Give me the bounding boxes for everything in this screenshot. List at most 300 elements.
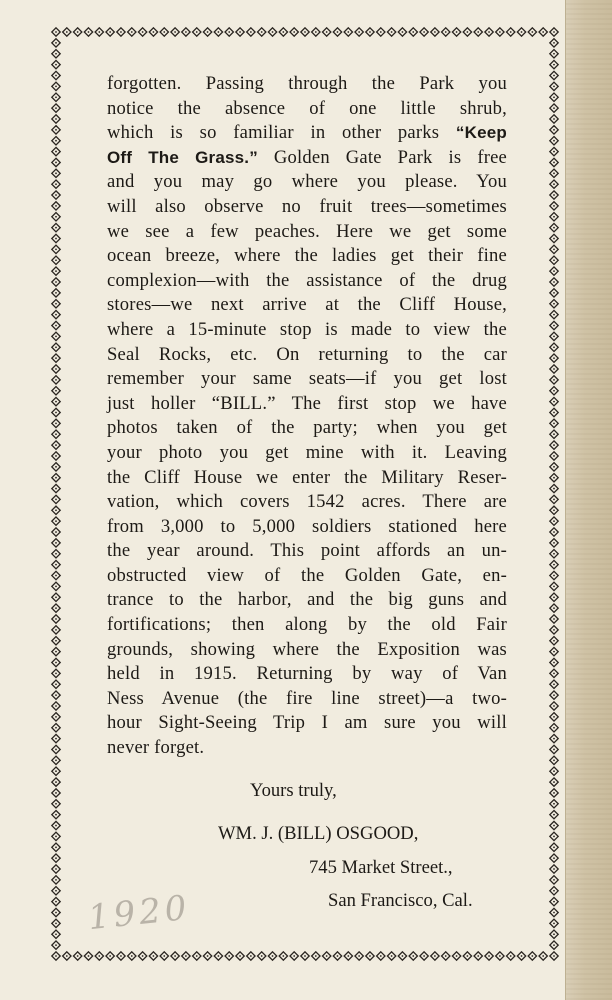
border-diamond-bottom-center (250, 955, 252, 957)
border-diamond-top-center (553, 31, 555, 33)
border-diamond-right-center (553, 846, 555, 848)
border-diamond-left-center (55, 477, 57, 479)
border-diamond-top-center (77, 31, 79, 33)
border-diamond-left-center (55, 857, 57, 859)
body-line: Ness Avenue (the fire line street)—a two- (107, 687, 507, 709)
border-diamond-left-center (55, 85, 57, 87)
border-diamond-top-center (250, 31, 252, 33)
border-diamond-bottom-center (120, 955, 122, 957)
border-diamond-left-center (55, 227, 57, 229)
border-diamond-right-center (553, 151, 555, 153)
border-diamond-right-center (553, 259, 555, 261)
border-diamond-bottom-center (55, 955, 57, 957)
border-diamond-left-center (55, 303, 57, 305)
border-diamond-right-center (553, 216, 555, 218)
border-diamond-left-center (55, 401, 57, 403)
pencil-date-note: 1920 (86, 887, 193, 939)
border-diamond-left-center (55, 183, 57, 185)
border-diamond-bottom-center (402, 955, 404, 957)
border-diamond-left-center (55, 727, 57, 729)
border-diamond-bottom-center (131, 955, 133, 957)
border-diamond-right-center (553, 205, 555, 207)
border-diamond-left-center (55, 162, 57, 164)
border-diamond-left-center (55, 412, 57, 414)
letter-body (107, 72, 507, 761)
border-diamond-right-center (553, 249, 555, 251)
border-diamond-top-center (391, 31, 393, 33)
border-diamond-left-center (55, 96, 57, 98)
border-diamond-right-center (553, 64, 555, 66)
border-diamond-left-center (55, 205, 57, 207)
border-diamond-left-center (55, 792, 57, 794)
border-diamond-left-center (55, 586, 57, 588)
border-diamond-left-center (55, 194, 57, 196)
border-diamond-right-center (553, 368, 555, 370)
border-diamond-bottom-center (207, 955, 209, 957)
border-diamond-right-center (553, 281, 555, 283)
border-diamond-bottom-center (109, 955, 111, 957)
border-diamond-right-center (553, 107, 555, 109)
border-diamond-bottom-center (304, 955, 306, 957)
border-diamond-left-center (55, 705, 57, 707)
border-diamond-bottom-center (315, 955, 317, 957)
border-diamond-left-center (55, 118, 57, 120)
border-diamond-left-center (55, 575, 57, 577)
border-diamond-top-center (521, 31, 523, 33)
border-diamond-bottom-center (174, 955, 176, 957)
border-diamond-right-center (553, 477, 555, 479)
border-diamond-right-center (553, 314, 555, 316)
body-line: ocean breeze, where the ladies get their fine (107, 245, 507, 267)
border-diamond-left-center (55, 172, 57, 174)
border-diamond-left-center (55, 151, 57, 153)
border-diamond-left-center (55, 281, 57, 283)
border-diamond-top-center (542, 31, 544, 33)
border-diamond-right-center (553, 85, 555, 87)
body-line: will also observe no fruit trees—sometimes (107, 195, 507, 217)
border-diamond-top-center (120, 31, 122, 33)
border-diamond-top-center (423, 31, 425, 33)
border-diamond-top-center (369, 31, 371, 33)
body-line: complexion—with the assistance of the drug (107, 269, 507, 291)
border-diamond-top-center (282, 31, 284, 33)
border-diamond-left-center (55, 803, 57, 805)
body-line: never forget. (107, 737, 205, 759)
border-diamond-right-center (553, 738, 555, 740)
border-diamond-left-center (55, 629, 57, 631)
body-line: the Cliff House we enter the Military Reser- (107, 466, 507, 488)
border-diamond-left-center (55, 922, 57, 924)
border-diamond-left-center (55, 368, 57, 370)
border-diamond-top-center (466, 31, 468, 33)
border-diamond-right-center (553, 325, 555, 327)
border-diamond-right-center (553, 727, 555, 729)
border-diamond-top-center (337, 31, 339, 33)
border-diamond-left-center (55, 868, 57, 870)
border-diamond-top-center (55, 31, 57, 33)
body-text: which is so familiar in other parks (107, 122, 440, 144)
border-diamond-bottom-center (423, 955, 425, 957)
border-diamond-bottom-center (477, 955, 479, 957)
body-line: your photo you get mine with it. Leaving (107, 441, 507, 463)
signer-city: San Francisco, Cal. (328, 890, 473, 911)
border-diamond-left-center (55, 738, 57, 740)
border-diamond-left-center (55, 314, 57, 316)
border-diamond-bottom-center (456, 955, 458, 957)
border-diamond-bottom-center (488, 955, 490, 957)
border-diamond-right-center (553, 629, 555, 631)
border-diamond-left-center (55, 422, 57, 424)
border-diamond-right-center (553, 749, 555, 751)
border-diamond-left-center (55, 433, 57, 435)
border-diamond-right-center (553, 607, 555, 609)
border-diamond-top-center (196, 31, 198, 33)
border-diamond-right-center (553, 542, 555, 544)
border-diamond-left-center (55, 651, 57, 653)
border-diamond-top-center (207, 31, 209, 33)
border-diamond-right-center (553, 781, 555, 783)
border-diamond-top-center (261, 31, 263, 33)
border-diamond-left-center (55, 140, 57, 142)
border-diamond-right-center (553, 162, 555, 164)
border-diamond-top-center (66, 31, 68, 33)
border-diamond-bottom-center (510, 955, 512, 957)
border-diamond-bottom-center (142, 955, 144, 957)
border-diamond-left-center (55, 292, 57, 294)
border-diamond-left-center (55, 466, 57, 468)
border-diamond-right-center (553, 488, 555, 490)
body-line: held in 1915. Returning by way of Van (107, 663, 507, 685)
border-diamond-top-center (304, 31, 306, 33)
border-diamond-right-center (553, 346, 555, 348)
border-diamond-left-center (55, 346, 57, 348)
border-diamond-left-center (55, 912, 57, 914)
body-line: and you may go where you please. You (107, 171, 507, 193)
border-diamond-top-center (499, 31, 501, 33)
border-diamond-left-center (55, 542, 57, 544)
border-diamond-right-center (553, 412, 555, 414)
border-diamond-right-center (553, 270, 555, 272)
border-diamond-left-center (55, 901, 57, 903)
border-diamond-right-center (553, 553, 555, 555)
border-diamond-top-center (402, 31, 404, 33)
border-diamond-left-center (55, 640, 57, 642)
border-diamond-left-center (55, 64, 57, 66)
border-diamond-left-center (55, 749, 57, 751)
border-diamond-bottom-center (77, 955, 79, 957)
body-line: obstructed view of the Golden Gate, en- (107, 564, 507, 586)
border-diamond-left-center (55, 444, 57, 446)
border-diamond-left-center (55, 488, 57, 490)
body-line: forgotten. Passing through the Park you (107, 73, 507, 94)
border-diamond-bottom-center (163, 955, 165, 957)
border-diamond-top-center (456, 31, 458, 33)
body-line-with-bold (107, 121, 507, 146)
border-diamond-top-center (293, 31, 295, 33)
border-diamond-left-center (55, 933, 57, 935)
border-diamond-top-center (239, 31, 241, 33)
border-diamond-right-center (553, 672, 555, 674)
border-diamond-right-center (553, 357, 555, 359)
border-diamond-right-center (553, 683, 555, 685)
body-line: photos taken of the party; when you get (107, 417, 507, 439)
border-diamond-left-center (55, 564, 57, 566)
border-diamond-right-center (553, 912, 555, 914)
border-diamond-right-center (553, 694, 555, 696)
border-diamond-bottom-center (369, 955, 371, 957)
border-diamond-bottom-center (434, 955, 436, 957)
body-line-with-bold (107, 146, 507, 171)
border-diamond-top-center (174, 31, 176, 33)
border-diamond-right-center (553, 879, 555, 881)
body-line: remember your same seats—if you get lost (107, 368, 507, 390)
border-diamond-right-center (553, 129, 555, 131)
border-diamond-right-center (553, 444, 555, 446)
border-diamond-left-center (55, 238, 57, 240)
border-diamond-right-center (553, 651, 555, 653)
body-line: vation, which covers 1542 acres. There are (107, 491, 507, 513)
border-diamond-left-center (55, 846, 57, 848)
border-diamond-bottom-center (499, 955, 501, 957)
border-diamond-left-center (55, 683, 57, 685)
border-diamond-right-center (553, 890, 555, 892)
border-diamond-top-center (153, 31, 155, 33)
border-diamond-left-center (55, 499, 57, 501)
border-diamond-right-center (553, 857, 555, 859)
border-diamond-bottom-center (553, 955, 555, 957)
border-diamond-right-center (553, 401, 555, 403)
border-diamond-right-center (553, 868, 555, 870)
border-diamond-bottom-center (466, 955, 468, 957)
border-diamond-left-center (55, 553, 57, 555)
border-diamond-right-center (553, 422, 555, 424)
border-diamond-left-center (55, 716, 57, 718)
border-diamond-left-center (55, 216, 57, 218)
border-diamond-left-center (55, 520, 57, 522)
border-diamond-top-center (347, 31, 349, 33)
border-diamond-left-center (55, 129, 57, 131)
border-diamond-top-center (98, 31, 100, 33)
border-diamond-bottom-center (217, 955, 219, 957)
border-diamond-left-center (55, 825, 57, 827)
border-diamond-top-center (412, 31, 414, 33)
border-diamond-left-center (55, 770, 57, 772)
border-diamond-bottom-center (98, 955, 100, 957)
border-diamond-bottom-center (66, 955, 68, 957)
border-diamond-left-center (55, 270, 57, 272)
border-diamond-right-center (553, 227, 555, 229)
border-diamond-left-center (55, 335, 57, 337)
border-diamond-right-center (553, 183, 555, 185)
border-diamond-right-center (553, 792, 555, 794)
border-diamond-bottom-center (326, 955, 328, 957)
border-diamond-left-center (55, 890, 57, 892)
border-diamond-right-center (553, 194, 555, 196)
border-diamond-left-center (55, 379, 57, 381)
border-diamond-right-center (553, 586, 555, 588)
border-diamond-bottom-center (445, 955, 447, 957)
border-diamond-top-center (131, 31, 133, 33)
border-diamond-right-center (553, 944, 555, 946)
border-diamond-bottom-center (542, 955, 544, 957)
body-line: grounds, showing where the Exposition was (107, 638, 507, 660)
body-line: fortifications; then along by the old Fair (107, 614, 507, 636)
border-diamond-right-center (553, 933, 555, 935)
border-diamond-top-center (477, 31, 479, 33)
border-diamond-bottom-center (358, 955, 360, 957)
border-diamond-bottom-center (228, 955, 230, 957)
border-diamond-right-center (553, 303, 555, 305)
border-diamond-left-center (55, 944, 57, 946)
border-diamond-right-center (553, 455, 555, 457)
border-diamond-right-center (553, 96, 555, 98)
border-diamond-left-center (55, 607, 57, 609)
border-diamond-left-center (55, 836, 57, 838)
border-diamond-right-center (553, 118, 555, 120)
border-diamond-top-center (531, 31, 533, 33)
body-line: just holler “BILL.” The first stop we have (107, 392, 507, 414)
body-line: we see a few peaches. Here we get some (107, 220, 507, 242)
border-diamond-top-center (272, 31, 274, 33)
border-diamond-top-center (445, 31, 447, 33)
border-diamond-top-center (142, 31, 144, 33)
border-diamond-left-center (55, 531, 57, 533)
body-line: hour Sight-Seeing Trip I am sure you will (107, 712, 507, 734)
border-diamond-left-center (55, 357, 57, 359)
border-diamond-right-center (553, 922, 555, 924)
border-diamond-right-center (553, 520, 555, 522)
border-diamond-right-center (553, 759, 555, 761)
border-diamond-right-center (553, 292, 555, 294)
border-diamond-right-center (553, 814, 555, 816)
border-diamond-left-center (55, 455, 57, 457)
signer-address: 745 Market Street., (309, 857, 453, 878)
border-diamond-right-center (553, 140, 555, 142)
border-diamond-bottom-center (391, 955, 393, 957)
border-diamond-top-center (315, 31, 317, 33)
body-line: Seal Rocks, etc. On returning to the car (107, 343, 507, 365)
signer-name: WM. J. (BILL) OSGOOD, (218, 823, 419, 844)
border-diamond-right-center (553, 803, 555, 805)
border-diamond-bottom-center (380, 955, 382, 957)
border-diamond-right-center (553, 770, 555, 772)
border-diamond-right-center (553, 531, 555, 533)
border-diamond-bottom-center (185, 955, 187, 957)
border-diamond-right-center (553, 390, 555, 392)
border-diamond-left-center (55, 759, 57, 761)
salutation: Yours truly, (250, 780, 337, 801)
border-diamond-bottom-center (239, 955, 241, 957)
border-diamond-right-center (553, 575, 555, 577)
border-diamond-top-center (185, 31, 187, 33)
body-line: where a 15-minute stop is made to view the (107, 318, 507, 340)
border-diamond-top-center (326, 31, 328, 33)
border-diamond-bottom-center (153, 955, 155, 957)
border-diamond-left-center (55, 662, 57, 664)
border-diamond-bottom-center (347, 955, 349, 957)
border-diamond-bottom-center (272, 955, 274, 957)
border-diamond-top-center (358, 31, 360, 33)
border-diamond-right-center (553, 509, 555, 511)
border-diamond-right-center (553, 716, 555, 718)
border-diamond-left-center (55, 53, 57, 55)
border-diamond-right-center (553, 433, 555, 435)
body-line: notice the absence of one little shrub, (107, 97, 507, 119)
border-diamond-right-center (553, 618, 555, 620)
border-diamond-right-center (553, 53, 555, 55)
border-diamond-right-center (553, 172, 555, 174)
border-diamond-right-center (553, 335, 555, 337)
border-diamond-top-center (163, 31, 165, 33)
body-text: Golden Gate Park is free (257, 146, 508, 168)
border-diamond-bottom-center (261, 955, 263, 957)
border-diamond-right-center (553, 75, 555, 77)
body-line: the year around. This point affords an un- (107, 540, 507, 562)
border-diamond-bottom-center (337, 955, 339, 957)
border-diamond-right-center (553, 499, 555, 501)
border-diamond-left-center (55, 672, 57, 674)
body-line: trance to the harbor, and the big guns and (107, 589, 507, 611)
border-diamond-left-center (55, 694, 57, 696)
border-diamond-right-center (553, 901, 555, 903)
border-diamond-right-center (553, 705, 555, 707)
border-diamond-top-center (109, 31, 111, 33)
border-diamond-left-center (55, 107, 57, 109)
border-diamond-right-center (553, 466, 555, 468)
border-diamond-bottom-center (282, 955, 284, 957)
border-diamond-left-center (55, 879, 57, 881)
border-diamond-top-center (434, 31, 436, 33)
border-diamond-bottom-center (88, 955, 90, 957)
border-diamond-left-center (55, 618, 57, 620)
border-diamond-left-center (55, 249, 57, 251)
border-diamond-right-center (553, 662, 555, 664)
border-diamond-left-center (55, 325, 57, 327)
border-diamond-right-center (553, 836, 555, 838)
body-line: stores—we next arrive at the Cliff House, (107, 294, 507, 316)
border-diamond-left-center (55, 781, 57, 783)
border-diamond-bottom-center (531, 955, 533, 957)
border-diamond-right-center (553, 825, 555, 827)
bold-phrase: Off The Grass.” (107, 147, 258, 167)
border-diamond-left-center (55, 259, 57, 261)
border-diamond-right-center (553, 596, 555, 598)
border-diamond-bottom-center (521, 955, 523, 957)
border-diamond-left-center (55, 814, 57, 816)
border-diamond-top-center (380, 31, 382, 33)
border-diamond-left-center (55, 596, 57, 598)
border-diamond-top-center (217, 31, 219, 33)
border-diamond-bottom-center (412, 955, 414, 957)
border-diamond-top-center (228, 31, 230, 33)
body-line: from 3,000 to 5,000 soldiers stationed here (107, 515, 507, 537)
border-diamond-right-center (553, 640, 555, 642)
border-diamond-top-center (488, 31, 490, 33)
border-diamond-top-center (88, 31, 90, 33)
border-diamond-bottom-center (196, 955, 198, 957)
border-diamond-top-center (510, 31, 512, 33)
border-diamond-left-center (55, 390, 57, 392)
border-diamond-right-center (553, 379, 555, 381)
border-diamond-left-center (55, 42, 57, 44)
border-diamond-right-center (553, 238, 555, 240)
border-diamond-right-center (553, 564, 555, 566)
border-diamond-right-center (553, 42, 555, 44)
page-binding-edge (565, 0, 612, 1000)
border-diamond-left-center (55, 509, 57, 511)
border-diamond-bottom-center (293, 955, 295, 957)
bold-phrase: “Keep (455, 123, 507, 143)
